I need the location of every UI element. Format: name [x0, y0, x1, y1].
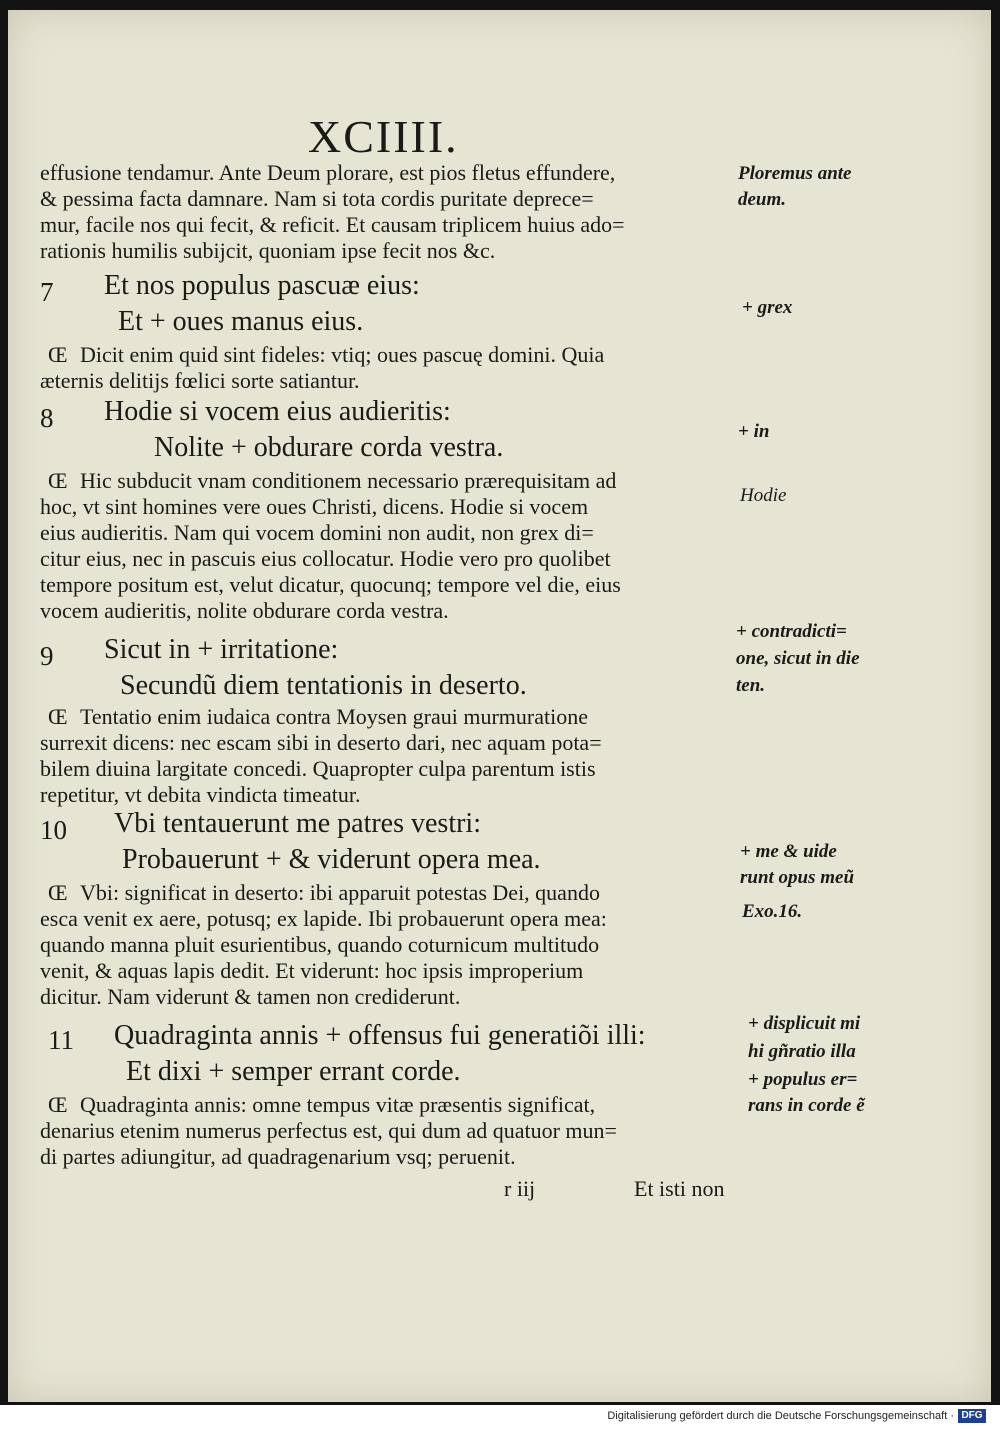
commentary-line: eius audieritis. Nam qui vocem domini non audit, non grex di=: [40, 520, 594, 545]
margin-note: Exo.16.: [742, 901, 803, 922]
verse-line: Et dixi + semper errant corde.: [126, 1056, 461, 1087]
book-page: [8, 10, 991, 1402]
text-line: rationis humilis subijcit, quoniam ipse fecit nos &c.: [40, 238, 496, 263]
margin-note: + in: [738, 421, 770, 442]
verse-line: Secundũ diem tentationis in deserto.: [120, 670, 527, 701]
commentary-line: Hic subducit vnam conditionem necessario prærequisitam ad: [80, 468, 617, 493]
commentary-line: citur eius, nec in pascuis eius collocatur. Hodie vero pro quolibet: [40, 546, 611, 571]
footer-bar: [0, 1405, 1000, 1429]
margin-note: rans in corde ẽ: [748, 1095, 865, 1116]
commentary-line: Quadraginta annis: omne tempus vitæ præsentis significat,: [80, 1092, 596, 1117]
folio-number: XCIIII.: [308, 111, 459, 162]
commentary-line: æternis delitijs fœlici sorte satiantur.: [40, 368, 360, 393]
text-line: mur, facile nos qui fecit, & reficit. Et causam triplicem huius ado=: [40, 212, 625, 237]
margin-note: ten.: [736, 675, 766, 696]
margin-note: hi gñratio illa: [748, 1041, 856, 1062]
text-line: & pessima facta damnare. Nam si tota cordis puritate deprece=: [40, 186, 594, 211]
verse-number: 10: [40, 815, 67, 845]
pilcrow: Œ: [48, 880, 68, 905]
commentary-line: repetitur, vt debita vindicta timeatur.: [40, 782, 361, 807]
commentary-line: denarius etenim numerus perfectus est, qui dum ad quatuor mun=: [40, 1118, 617, 1143]
margin-note: Hodie: [740, 485, 787, 506]
funding-credit: Digitalisierung gefördert durch die Deutsche Forschungsgemeinschaft ·: [607, 1410, 954, 1422]
commentary-line: surrexit dicens: nec escam sibi in deserto dari, nec aquam pota=: [40, 730, 602, 755]
commentary-line: venit, & aquas lapis dedit. Et viderunt: hoc ipsis improperium: [40, 958, 584, 983]
commentary-line: hoc, vt sint homines vere oues Christi, dicens. Hodie si vocem: [40, 494, 589, 519]
verse-line: Quadraginta annis + offensus fui generatiõi illi:: [114, 1020, 646, 1051]
margin-note: + me & uide: [740, 841, 837, 862]
pilcrow: Œ: [48, 704, 68, 729]
commentary-line: dicitur. Nam viderunt & tamen non crediderunt.: [40, 984, 461, 1009]
margin-note: Ploremus ante: [738, 163, 852, 184]
commentary-line: Vbi: significat in deserto: ibi apparuit potestas Dei, quando: [80, 880, 600, 905]
pilcrow: Œ: [48, 342, 68, 367]
verse-line: Et nos populus pascuæ eius:: [104, 270, 420, 301]
commentary-line: esca venit ex aere, potusq; ex lapide. Ibi probauerunt opera mea:: [40, 906, 607, 931]
margin-note: + grex: [742, 297, 793, 318]
pilcrow: Œ: [48, 1092, 68, 1117]
verse-number: 8: [40, 403, 54, 433]
verse-line: Vbi tentauerunt me patres vestri:: [114, 808, 481, 839]
margin-note: + displicuit mi: [748, 1013, 861, 1034]
margin-note: + contradicti=: [736, 621, 847, 642]
verse-line: Probauerunt + & viderunt opera mea.: [122, 844, 541, 875]
pilcrow: Œ: [48, 468, 68, 493]
verse-number: 11: [48, 1025, 74, 1055]
dfg-logo: DFG: [958, 1409, 986, 1423]
verse-line: Hodie si vocem eius audieritis:: [104, 396, 451, 427]
verse-line: Sicut in + irritatione:: [104, 634, 339, 665]
commentary-line: Dicit enim quid sint fideles: vtiq; oues pascuę domini. Quia: [80, 342, 605, 367]
signature-mark: r iij: [504, 1176, 536, 1201]
commentary-line: di partes adiungitur, ad quadragenarium vsq; peruenit.: [40, 1144, 516, 1169]
commentary-line: quando manna pluit esurientibus, quando coturnicum multitudo: [40, 932, 600, 957]
commentary-line: vocem audieritis, nolite obdurare corda vestra.: [40, 598, 449, 623]
verse-line: Nolite + obdurare corda vestra.: [154, 432, 504, 463]
commentary-line: Tentatio enim iudaica contra Moysen graui murmuratione: [80, 704, 588, 729]
margin-note: one, sicut in die: [736, 648, 860, 669]
commentary-line: tempore positum est, velut dicatur, quocunq; tempore vel die, eius: [40, 572, 621, 597]
margin-note: + populus er=: [748, 1069, 858, 1090]
verse-line: Et + oues manus eius.: [118, 306, 364, 337]
commentary-line: bilem diuina largitate concedi. Quapropter culpa parentum istis: [40, 756, 596, 781]
text-line: effusione tendamur. Ante Deum plorare, est pios fletus effundere,: [40, 160, 616, 185]
margin-note: runt opus meũ: [740, 867, 855, 888]
catchword: Et isti non: [634, 1176, 725, 1201]
verse-number: 7: [40, 277, 54, 307]
verse-number: 9: [40, 641, 54, 671]
margin-note: deum.: [738, 189, 787, 210]
